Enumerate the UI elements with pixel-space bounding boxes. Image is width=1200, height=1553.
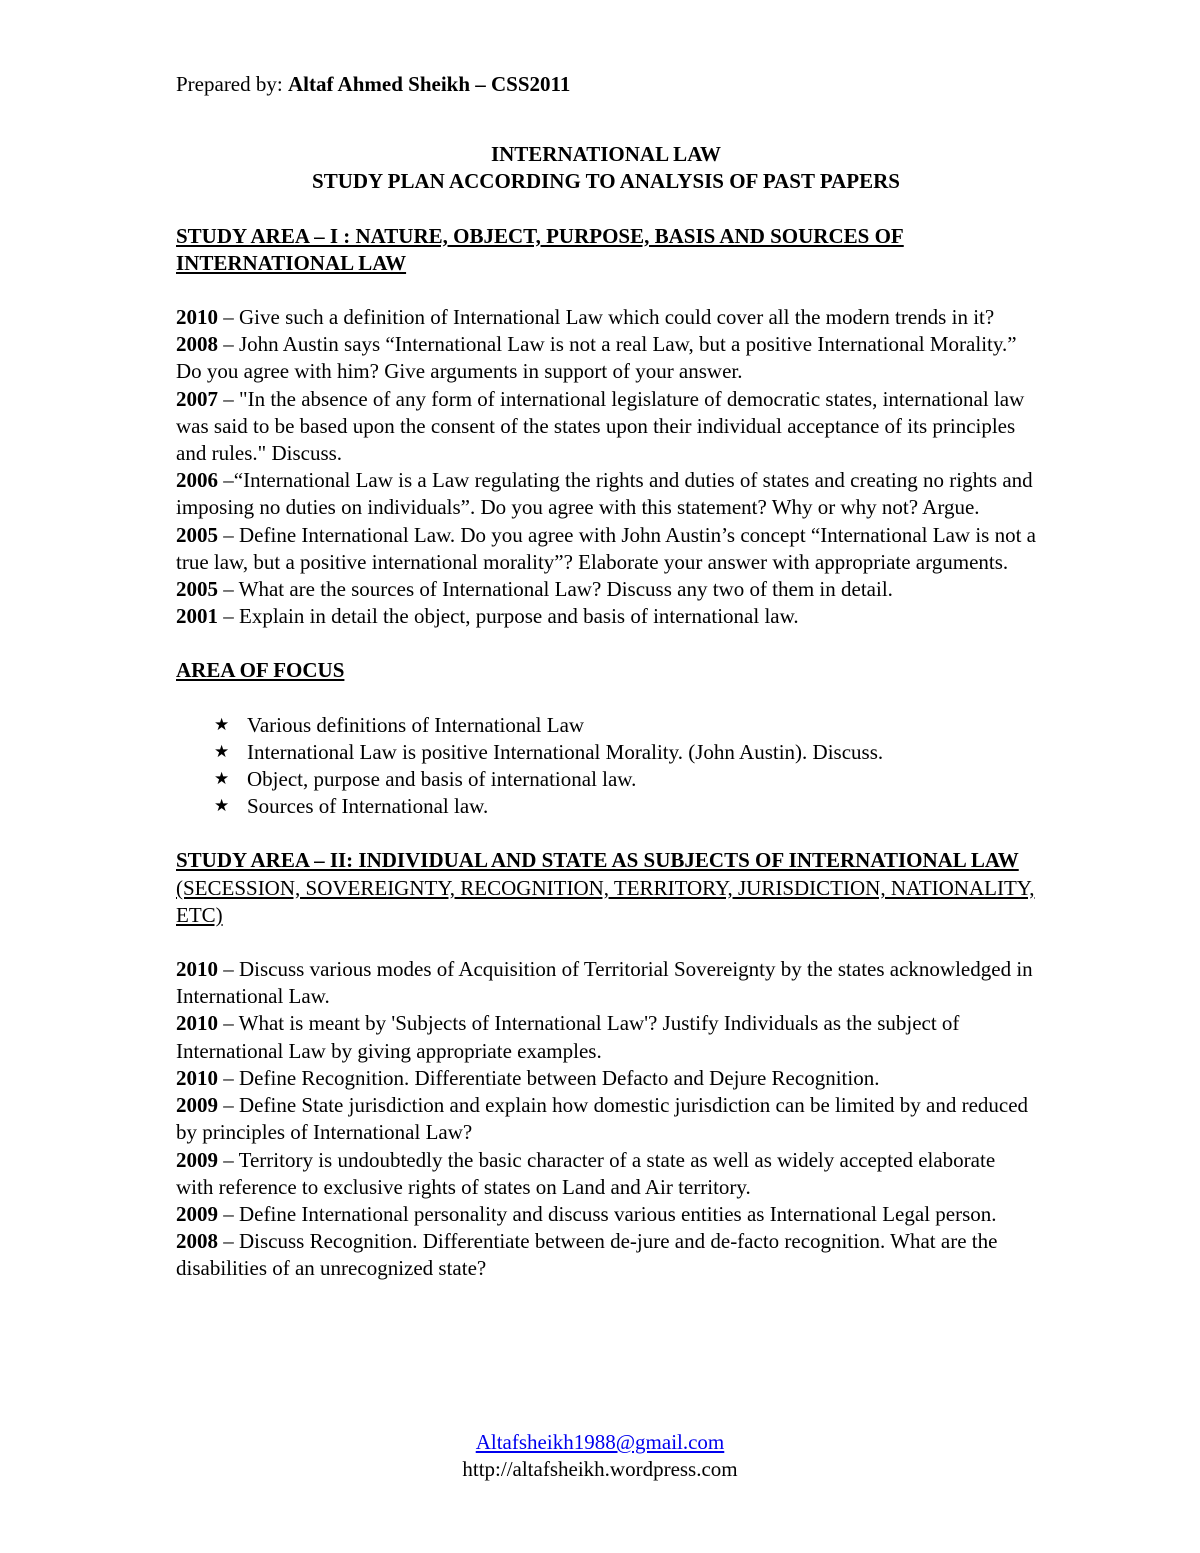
question-text: – Territory is undoubtedly the basic character of a state as well as widely accepted elaborate with reference to exclusive rights of states on Land and Air territory. [176, 1147, 996, 1199]
page-footer [0, 1429, 1200, 1483]
question-text: – Define State jurisdiction and explain how domestic jurisdiction can be limited by and reduced by principles of International Law? [176, 1093, 1029, 1145]
question-item [176, 1147, 1036, 1201]
question-text: – What are the sources of International Law? Discuss any two of them in detail. [218, 577, 893, 602]
focus-item [176, 712, 1036, 739]
question-year: 2009 [176, 1147, 218, 1172]
question-item [176, 331, 1036, 385]
question-year: 2008 [176, 332, 218, 357]
footer-website: http://altafsheikh.wordpress.com [462, 1457, 738, 1481]
question-text: – Define International Law. Do you agree with John Austin’s concept “International Law is not a true law, but a positive international morality”? Elaborate your answer with appropriate arguments. [176, 522, 1036, 574]
star-bullet-icon: ★ [214, 796, 230, 817]
question-text: – John Austin says “International Law is not a real Law, but a positive International Morality.” Do you agree with him? Give arguments in support of your answer. [176, 332, 1017, 384]
question-year: 2005 [176, 577, 218, 602]
focus-list [176, 712, 1036, 821]
area-of-focus-heading: AREA OF FOCUS [176, 658, 345, 683]
focus-item [176, 793, 1036, 820]
star-bullet-icon: ★ [214, 714, 230, 735]
study-area-2-heading [176, 847, 1036, 929]
study-area-2-questions [176, 956, 1036, 1282]
star-bullet-icon: ★ [214, 769, 230, 790]
focus-item-text: Sources of International law. [247, 794, 489, 819]
question-text: – Give such a definition of International Law which could cover all the modern trends in it? [218, 305, 995, 330]
focus-item [176, 766, 1036, 793]
study-area-2-heading-main: STUDY AREA – II: INDIVIDUAL AND STATE AS SUBJECTS OF INTERNATIONAL LAW [176, 848, 1019, 873]
document-body [176, 71, 1036, 1283]
study-area-1-questions [176, 304, 1036, 630]
question-text: – Discuss various modes of Acquisition of Territorial Sovereignty by the states acknowledged in International Law. [176, 957, 1033, 1009]
question-year: 2010 [176, 1011, 218, 1036]
question-item [176, 1010, 1036, 1064]
footer-email-link[interactable]: Altafsheikh1988@gmail.com [475, 1430, 725, 1454]
question-year: 2001 [176, 604, 218, 629]
question-year: 2006 [176, 468, 218, 493]
question-item [176, 1092, 1036, 1146]
question-year: 2009 [176, 1093, 218, 1118]
question-item [176, 467, 1036, 521]
focus-item-text: International Law is positive International Morality. (John Austin). Discuss. [247, 739, 884, 764]
question-text: –“International Law is a Law regulating the rights and duties of states and creating no rights and imposing no duties on individuals”. Do you agree with this statement? Why or why not? Argue. [176, 468, 1033, 520]
star-bullet-icon: ★ [214, 741, 230, 762]
document-title [176, 141, 1036, 195]
question-text: – Discuss Recognition. Differentiate between de-jure and de-facto recognition. What are the disabilities of an unrecognized state? [176, 1229, 998, 1281]
prepared-by-line [176, 71, 1036, 98]
question-item [176, 1228, 1036, 1282]
prepared-by-label: Prepared by: [176, 72, 288, 96]
question-year: 2008 [176, 1229, 218, 1254]
question-item [176, 304, 1036, 331]
focus-item [176, 739, 1036, 766]
author-name: Altaf Ahmed Sheikh – CSS2011 [287, 72, 571, 96]
question-item [176, 522, 1036, 576]
question-text: – What is meant by 'Subjects of International Law'? Justify Individuals as the subject of International Law by giving appropriate examples. [176, 1011, 960, 1063]
question-item [176, 1201, 1036, 1228]
study-area-1-heading: STUDY AREA – I : NATURE, OBJECT, PURPOSE, BASIS AND SOURCES OF INTERNATIONAL LAW [176, 223, 904, 275]
question-text: – Explain in detail the object, purpose and basis of international law. [218, 604, 799, 629]
question-year: 2007 [176, 386, 218, 411]
study-area-2-heading-topics: (SECESSION, SOVEREIGNTY, RECOGNITION, TERRITORY, JURISDICTION, NATIONALITY, ETC) [176, 875, 1035, 927]
question-item [176, 603, 1036, 630]
question-year: 2010 [176, 305, 218, 330]
question-year: 2010 [176, 1065, 218, 1090]
focus-item-text: Various definitions of International Law [247, 712, 585, 737]
title-line-2: STUDY PLAN ACCORDING TO ANALYSIS OF PAST PAPERS [312, 169, 900, 194]
question-text: – "In the absence of any form of international legislature of democratic states, international law was said to be based upon the consent of the states upon their individual acceptance of its principles and rules." Discuss. [176, 386, 1025, 466]
question-year: 2010 [176, 957, 218, 982]
question-text: – Define Recognition. Differentiate between Defacto and Dejure Recognition. [218, 1065, 880, 1090]
question-text: – Define International personality and discuss various entities as International Legal person. [218, 1201, 997, 1226]
question-year: 2009 [176, 1201, 218, 1226]
question-item [176, 956, 1036, 1010]
question-item [176, 1065, 1036, 1092]
question-item [176, 386, 1036, 468]
question-item [176, 576, 1036, 603]
question-year: 2005 [176, 522, 218, 547]
title-line-1: INTERNATIONAL LAW [490, 142, 722, 167]
focus-item-text: Object, purpose and basis of international law. [247, 767, 637, 792]
